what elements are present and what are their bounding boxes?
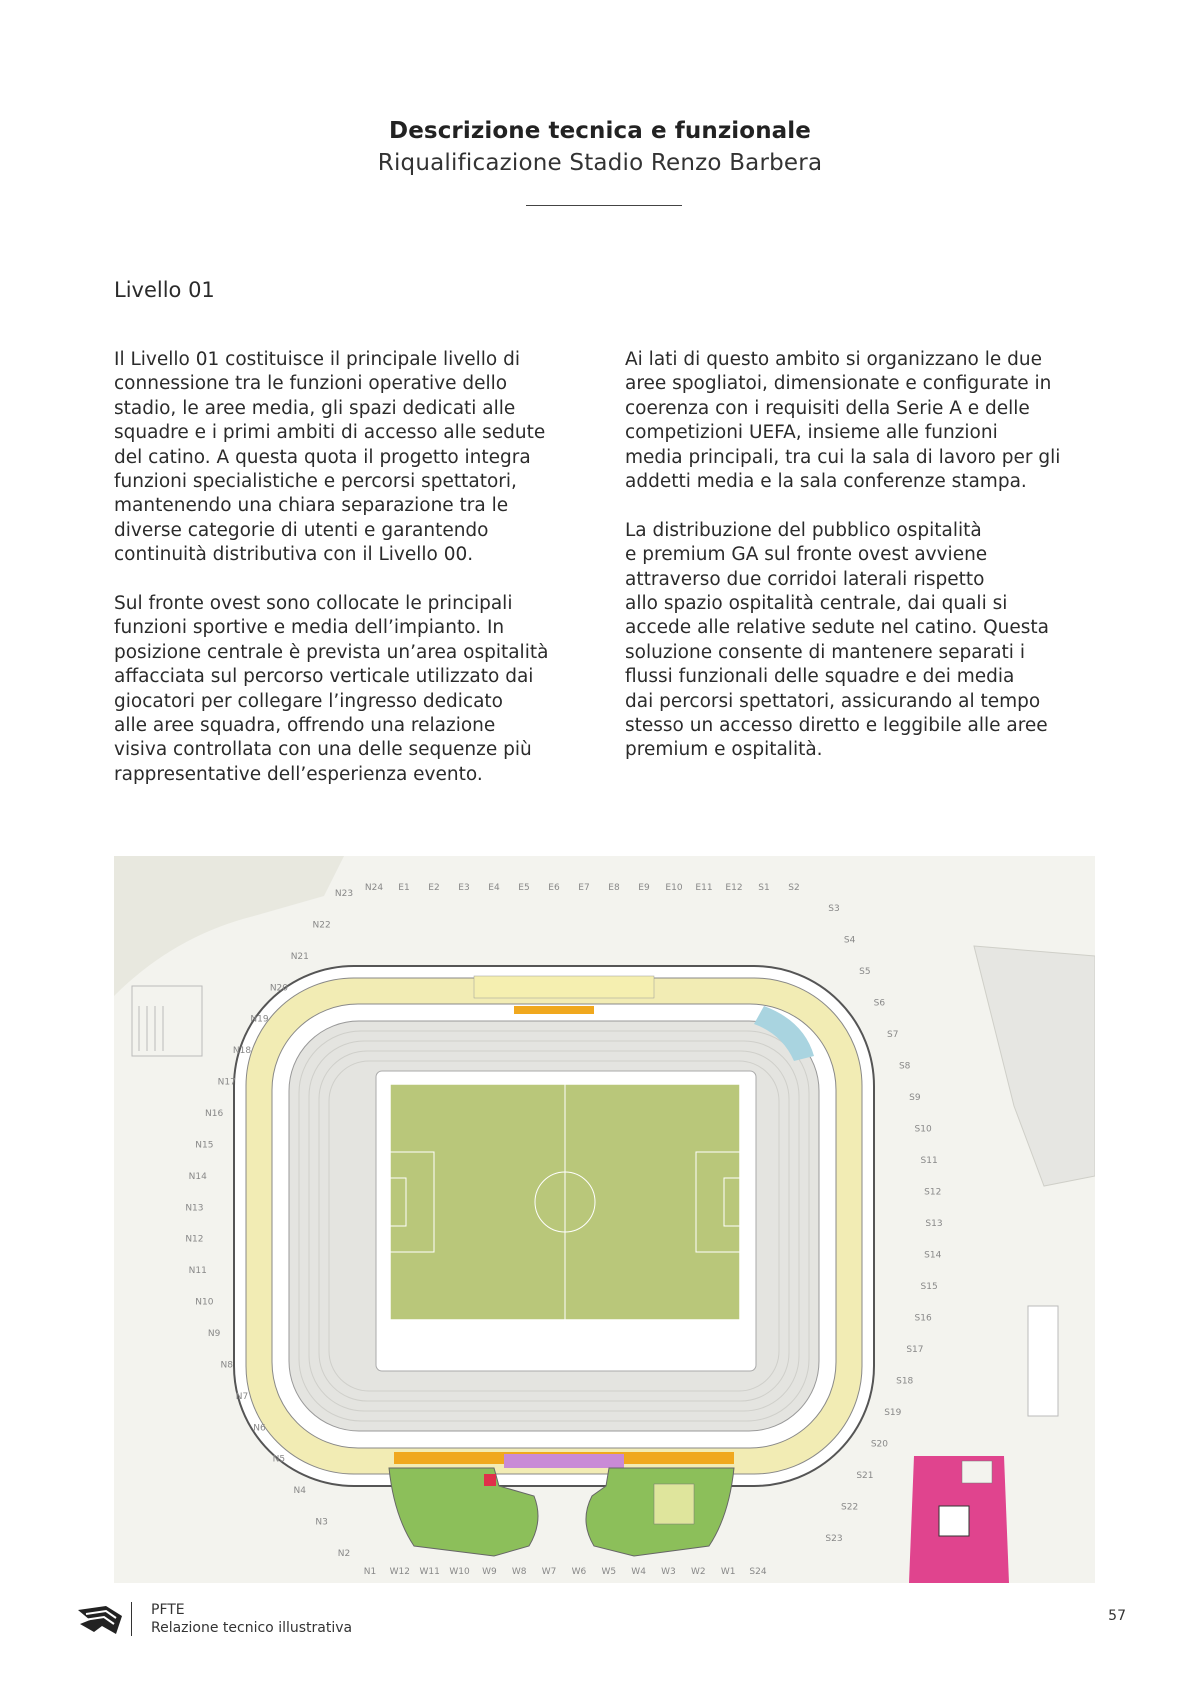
gate-label: N10 xyxy=(195,1297,214,1308)
floor-plan-drawing xyxy=(114,856,1095,1583)
section-heading: Livello 01 xyxy=(114,278,215,302)
gate-label: S8 xyxy=(898,1061,911,1072)
staircase-marker xyxy=(484,1474,496,1486)
gate-label: S23 xyxy=(825,1534,843,1544)
gate-label: S14 xyxy=(924,1250,942,1261)
gate-label: E12 xyxy=(725,883,743,893)
page-number: 57 xyxy=(1108,1608,1126,1624)
gate-label: S21 xyxy=(856,1471,874,1481)
document-title: Descrizione tecnica e funzionale xyxy=(389,118,811,144)
gate-label: S20 xyxy=(870,1439,888,1450)
gate-label: W7 xyxy=(541,1567,557,1577)
gate-label: N3 xyxy=(315,1517,328,1528)
gate-label: N19 xyxy=(250,1014,269,1025)
gate-label: S11 xyxy=(920,1156,938,1166)
gate-label: N4 xyxy=(293,1486,307,1497)
gate-label: S19 xyxy=(884,1408,902,1418)
hospitality-area xyxy=(504,1454,624,1468)
gate-label: S5 xyxy=(859,967,871,977)
paragraph: Ai lati di questo ambito si organizzano le due aree spogliatoi, dimensionate e configurate in coerenza con i requisiti della Serie A e delle competizioni UEFA, insieme alle funzioni media principali, tra cui la sala di lavoro per gli addetti media e la sala conferenze stampa. xyxy=(625,349,1061,493)
gate-label: W11 xyxy=(419,1567,440,1577)
gate-label: S3 xyxy=(828,904,840,914)
gate-label: W4 xyxy=(631,1567,646,1577)
page-footer xyxy=(76,1596,1126,1646)
body-column-left xyxy=(114,348,594,812)
gate-label: W5 xyxy=(601,1567,617,1577)
gate-label: N20 xyxy=(269,983,289,994)
gate-label: W9 xyxy=(482,1567,497,1577)
gate-label: E11 xyxy=(695,883,713,893)
gate-label: N16 xyxy=(205,1109,224,1119)
gate-label: N23 xyxy=(334,889,354,899)
premium-building-core xyxy=(939,1506,969,1536)
gate-label: N12 xyxy=(185,1234,204,1245)
gate-label: S6 xyxy=(873,998,886,1009)
gate-label: N24 xyxy=(364,883,384,893)
gate-label: N5 xyxy=(272,1454,286,1465)
gate-label: N22 xyxy=(312,920,331,931)
gate-label: S22 xyxy=(841,1502,859,1513)
gate-label: W1 xyxy=(720,1567,736,1577)
gate-label: N9 xyxy=(207,1329,221,1339)
gate-label: W2 xyxy=(690,1567,706,1577)
gate-label: E7 xyxy=(578,883,590,893)
press-conference-room xyxy=(654,1484,694,1524)
gate-label: S17 xyxy=(906,1345,924,1355)
east-circulation xyxy=(514,1006,594,1014)
gate-label: N1 xyxy=(363,1567,377,1577)
service-building xyxy=(1028,1306,1058,1416)
gate-label: E4 xyxy=(488,883,500,893)
footer-divider xyxy=(131,1602,132,1636)
gate-label: S18 xyxy=(896,1376,914,1387)
gate-label: E8 xyxy=(608,883,620,893)
gate-label: N7 xyxy=(235,1391,249,1402)
gate-label: S24 xyxy=(749,1567,767,1577)
eagle-logo-icon xyxy=(76,1602,124,1638)
gate-label: E2 xyxy=(428,883,440,893)
gate-label: S15 xyxy=(920,1282,938,1292)
gate-label: W3 xyxy=(661,1567,676,1577)
gate-label: N11 xyxy=(188,1266,207,1277)
gate-label: S7 xyxy=(887,1030,899,1040)
gate-label: S9 xyxy=(909,1093,921,1103)
paragraph: Il Livello 01 costituisce il principale livello di connessione tra le funzioni operative dello stadio, le aree media, gli spazi dedicati alle squadre e i primi ambiti di accesso alle sedute del catino. A questa quota il progetto integra funzioni specialistiche e percorsi spettatori, mantenendo una chiara separazione tra le diverse categorie di utenti e garantendo continuità distributiva con il Livello 00. xyxy=(114,349,546,566)
gate-label: S16 xyxy=(914,1313,932,1324)
gate-label: W6 xyxy=(571,1567,587,1577)
gate-label: N13 xyxy=(185,1203,204,1214)
gate-label: S12 xyxy=(924,1187,942,1198)
document-code: PFTE xyxy=(151,1602,185,1618)
header-divider xyxy=(526,205,682,206)
gate-label: E10 xyxy=(665,883,683,893)
gate-label: S1 xyxy=(758,883,770,893)
gate-label: S4 xyxy=(843,935,856,946)
east-service-band xyxy=(474,976,654,998)
body-column-right xyxy=(625,348,1105,787)
gate-label: N2 xyxy=(337,1549,351,1559)
gate-label: N18 xyxy=(232,1046,252,1057)
gate-label: E1 xyxy=(398,883,410,893)
gate-label: W10 xyxy=(449,1567,470,1577)
gate-label: W8 xyxy=(511,1567,527,1577)
gate-label: W12 xyxy=(389,1567,411,1577)
gate-label: N17 xyxy=(217,1077,236,1088)
gate-label: E3 xyxy=(458,883,470,893)
gate-label: E6 xyxy=(548,883,560,893)
gate-label: N21 xyxy=(290,951,309,962)
stadium-floor-plan xyxy=(114,856,1095,1583)
gate-label: N6 xyxy=(253,1423,266,1434)
gate-label: S13 xyxy=(925,1219,943,1229)
paragraph: Sul fronte ovest sono collocate le principali funzioni sportive e media dell’impianto. In posizione centrale è prevista un’area ospitalità affacciata sul percorso verticale utilizzato dai giocatori per collegare l’ingresso dedicato alle aree squadra, offrendo una relazione visiva controllata con una delle sequenze più rappresentative dell’esperienza evento. xyxy=(114,593,549,785)
gate-label: E9 xyxy=(638,883,650,893)
gate-label: N8 xyxy=(220,1360,233,1371)
gate-label: S10 xyxy=(914,1124,932,1135)
document-name: Relazione tecnico illustrativa xyxy=(151,1620,353,1636)
gate-label: N15 xyxy=(195,1140,214,1151)
paragraph: La distribuzione del pubblico ospitalità e premium GA sul fronte ovest avviene attraverso due corridoi laterali rispetto allo spazio ospitalità centrale, dai quali si accede alle relative sedute nel catino. Questa soluzione consente di mantenere separati i flussi funzionali delle squadre e dei media dai percorsi spettatori, assicurando al tempo stesso un accesso diretto e leggibile alle aree premium e ospitalità. xyxy=(625,519,1050,761)
gate-label: S2 xyxy=(788,883,800,893)
document-subtitle: Riqualificazione Stadio Renzo Barbera xyxy=(377,150,823,176)
gate-label: N14 xyxy=(188,1171,207,1182)
gate-label: E5 xyxy=(518,883,530,893)
page-header xyxy=(0,118,1200,176)
